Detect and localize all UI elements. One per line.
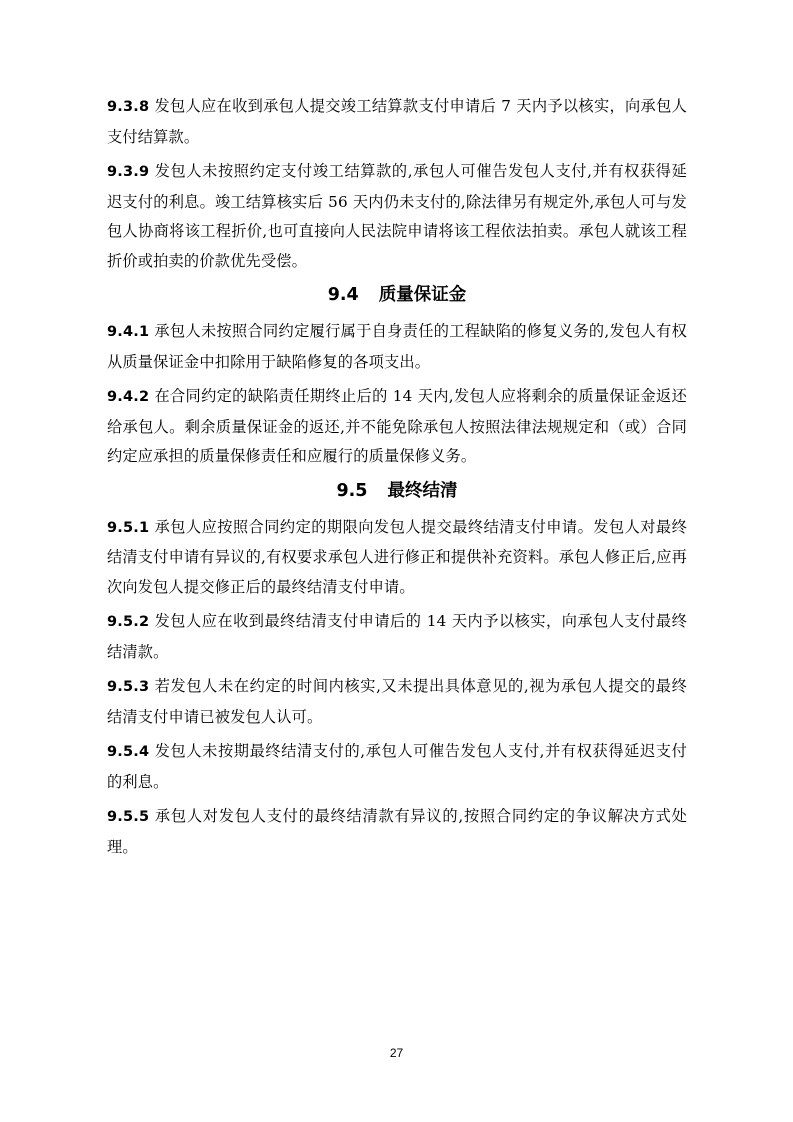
section-heading-9-4: [107, 281, 687, 309]
clause-number: 9.4.2: [107, 389, 150, 405]
clause-number: 9.4.1: [107, 324, 150, 340]
clause-number: 9.5.5: [107, 809, 150, 825]
clause-text: 承包人未按照合同约定履行属于自身责任的工程缺陷的修复义务的,发包人有权从质量保证金中扣除用于缺陷修复的各项支出。: [107, 322, 687, 371]
clause-number: 9.5.3: [107, 679, 150, 695]
section-heading-9-5: [107, 477, 687, 505]
clause-9-4-1: [107, 317, 687, 377]
section-number: 9.4: [327, 285, 359, 305]
clause-text: 发包人应在收到最终结清支付申请后的 14 天内予以核实，向承包人支付最终结清款。: [107, 612, 687, 661]
section-title: 最终结清: [387, 480, 458, 501]
clause-text: 若发包人未在约定的时间内核实,又未提出具体意见的,视为承包人提交的最终结清支付申请已被发包人认可。: [107, 677, 687, 726]
clause-number: 9.5.4: [107, 744, 150, 760]
clause-number: 9.5.2: [107, 614, 150, 630]
clause-text: 在合同约定的缺陷责任期终止后的 14 天内,发包人应将剩余的质量保证金返还给承包人。剩余质量保证金的返还,并不能免除承包人按照法律法规规定和（或）合同约定应承担的质量保修责任和应履行的质量保修义务。: [107, 387, 687, 465]
clause-number: 9.3.8: [107, 99, 150, 115]
clause-9-5-5: [107, 802, 687, 862]
document-body: [107, 92, 687, 867]
section-number: 9.5: [336, 480, 368, 501]
clause-9-5-4: [107, 737, 687, 797]
clause-9-5-1: [107, 513, 687, 603]
clause-9-5-2: [107, 607, 687, 667]
clause-9-4-2: [107, 382, 687, 472]
clause-text: 承包人对发包人支付的最终结清款有异议的,按照合同约定的争议解决方式处理。: [107, 807, 687, 856]
section-title: 质量保证金: [378, 285, 467, 305]
clause-number: 9.3.9: [107, 164, 150, 180]
clause-number: 9.5.1: [107, 519, 150, 536]
clause-text: 发包人未按照约定支付竣工结算款的,承包人可催告发包人支付,并有权获得延迟支付的利息。竣工结算核实后 56 天内仍未支付的,除法律另有规定外,承包人可与发包人协商将该工程折价,也可直接向人民法院申请将该工程依法拍卖。承包人就该工程折价或拍卖的价款优先受偿。: [107, 162, 687, 270]
clause-9-3-9: [107, 157, 687, 276]
clause-text: 发包人应在收到承包人提交竣工结算款支付申请后 7 天内予以核实，向承包人支付结算款。: [107, 97, 687, 146]
clause-9-3-8: [107, 92, 687, 152]
clause-text: 承包人应按照合同约定的期限向发包人提交最终结清支付申请。发包人对最终结清支付申请有异议的,有权要求承包人进行修正和提供补充资料。承包人修正后,应再次向发包人提交修正后的最终结清支付申请。: [107, 517, 687, 596]
clause-9-5-3: [107, 672, 687, 732]
clause-text: 发包人未按期最终结清支付的,承包人可催告发包人支付,并有权获得延迟支付的利息。: [107, 742, 687, 791]
page-number: 27: [389, 1046, 404, 1060]
